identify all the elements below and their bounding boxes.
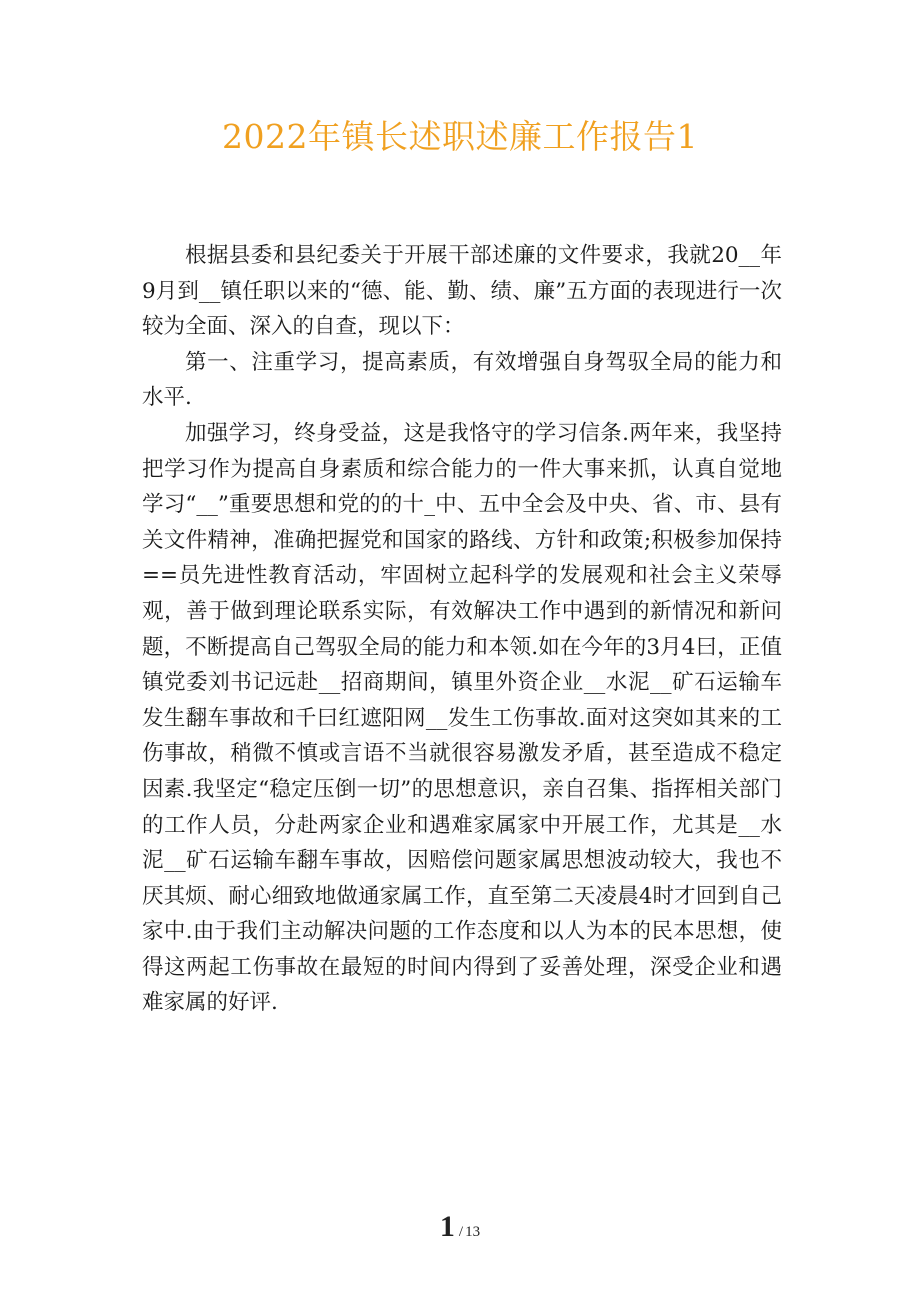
page-number [0, 1210, 920, 1244]
paragraph-intro: 根据县委和县纪委关于开展干部述廉的文件要求，我就20__年9月到__镇任职以来的“德、能、勤、绩、廉”五方面的表现进行一次较为全面、深入的自查，现以下： [142, 243, 782, 340]
paragraph-learning: 加强学习，终身受益，这是我恪守的学习信条.两年来，我坚持把学习作为提高自身素质和综合能力的一件大事来抓，认真自觉地学习“__”重要思想和党的的十_中、五中全会及中央、省、市、县有关文件精神，准确把握党和国家的路线、方针和政策;积极参加保持==员先进性教育活动，牢固树立起科学的发展观和社会主义荣辱观，善于做到理论联系实际，有效解决工作中遇到的新情况和新问题，不断提高自己驾驭全局的能力和本领.如在今年的3月4曰，正值镇党委刘书记远赴__招商期间，镇里外资企业__水泥__矿石运输车发生翻车事故和千曰红遮阳网__发生工伤事故.面对这突如其来的工伤事故，稍微不慎或言语不当就很容易激发矛盾，甚至造成不稳定因素.我坚定“稳定压倒一切”的思想意识，亲自召集、指挥相关部门的工作人员，分赴两家企业和遇难家属家中开展工作，尤其是__水泥__矿石运输车翻车事故，因赔偿问题家属思想波动较大，我也不厌其烦、耐心细致地做通家属工作，直至第二天凌晨4时才回到自己家中.由于我们主动解决问题的工作态度和以人为本的民本思想，使得这两起工伤事故在最短的时间内得到了妥善处理，深受企业和遇难家属的好评. [142, 420, 782, 1016]
paragraph-heading-one: 第一、注重学习，提高素质，有效增强自身驾驭全局的能力和水平. [142, 349, 782, 411]
page-separator: / [458, 1224, 464, 1240]
document-body [142, 238, 782, 1021]
current-page-number: 1 [439, 1210, 455, 1243]
total-pages: 13 [465, 1224, 481, 1240]
document-title: 2022年镇长述职述廉工作报告1 [222, 117, 698, 156]
